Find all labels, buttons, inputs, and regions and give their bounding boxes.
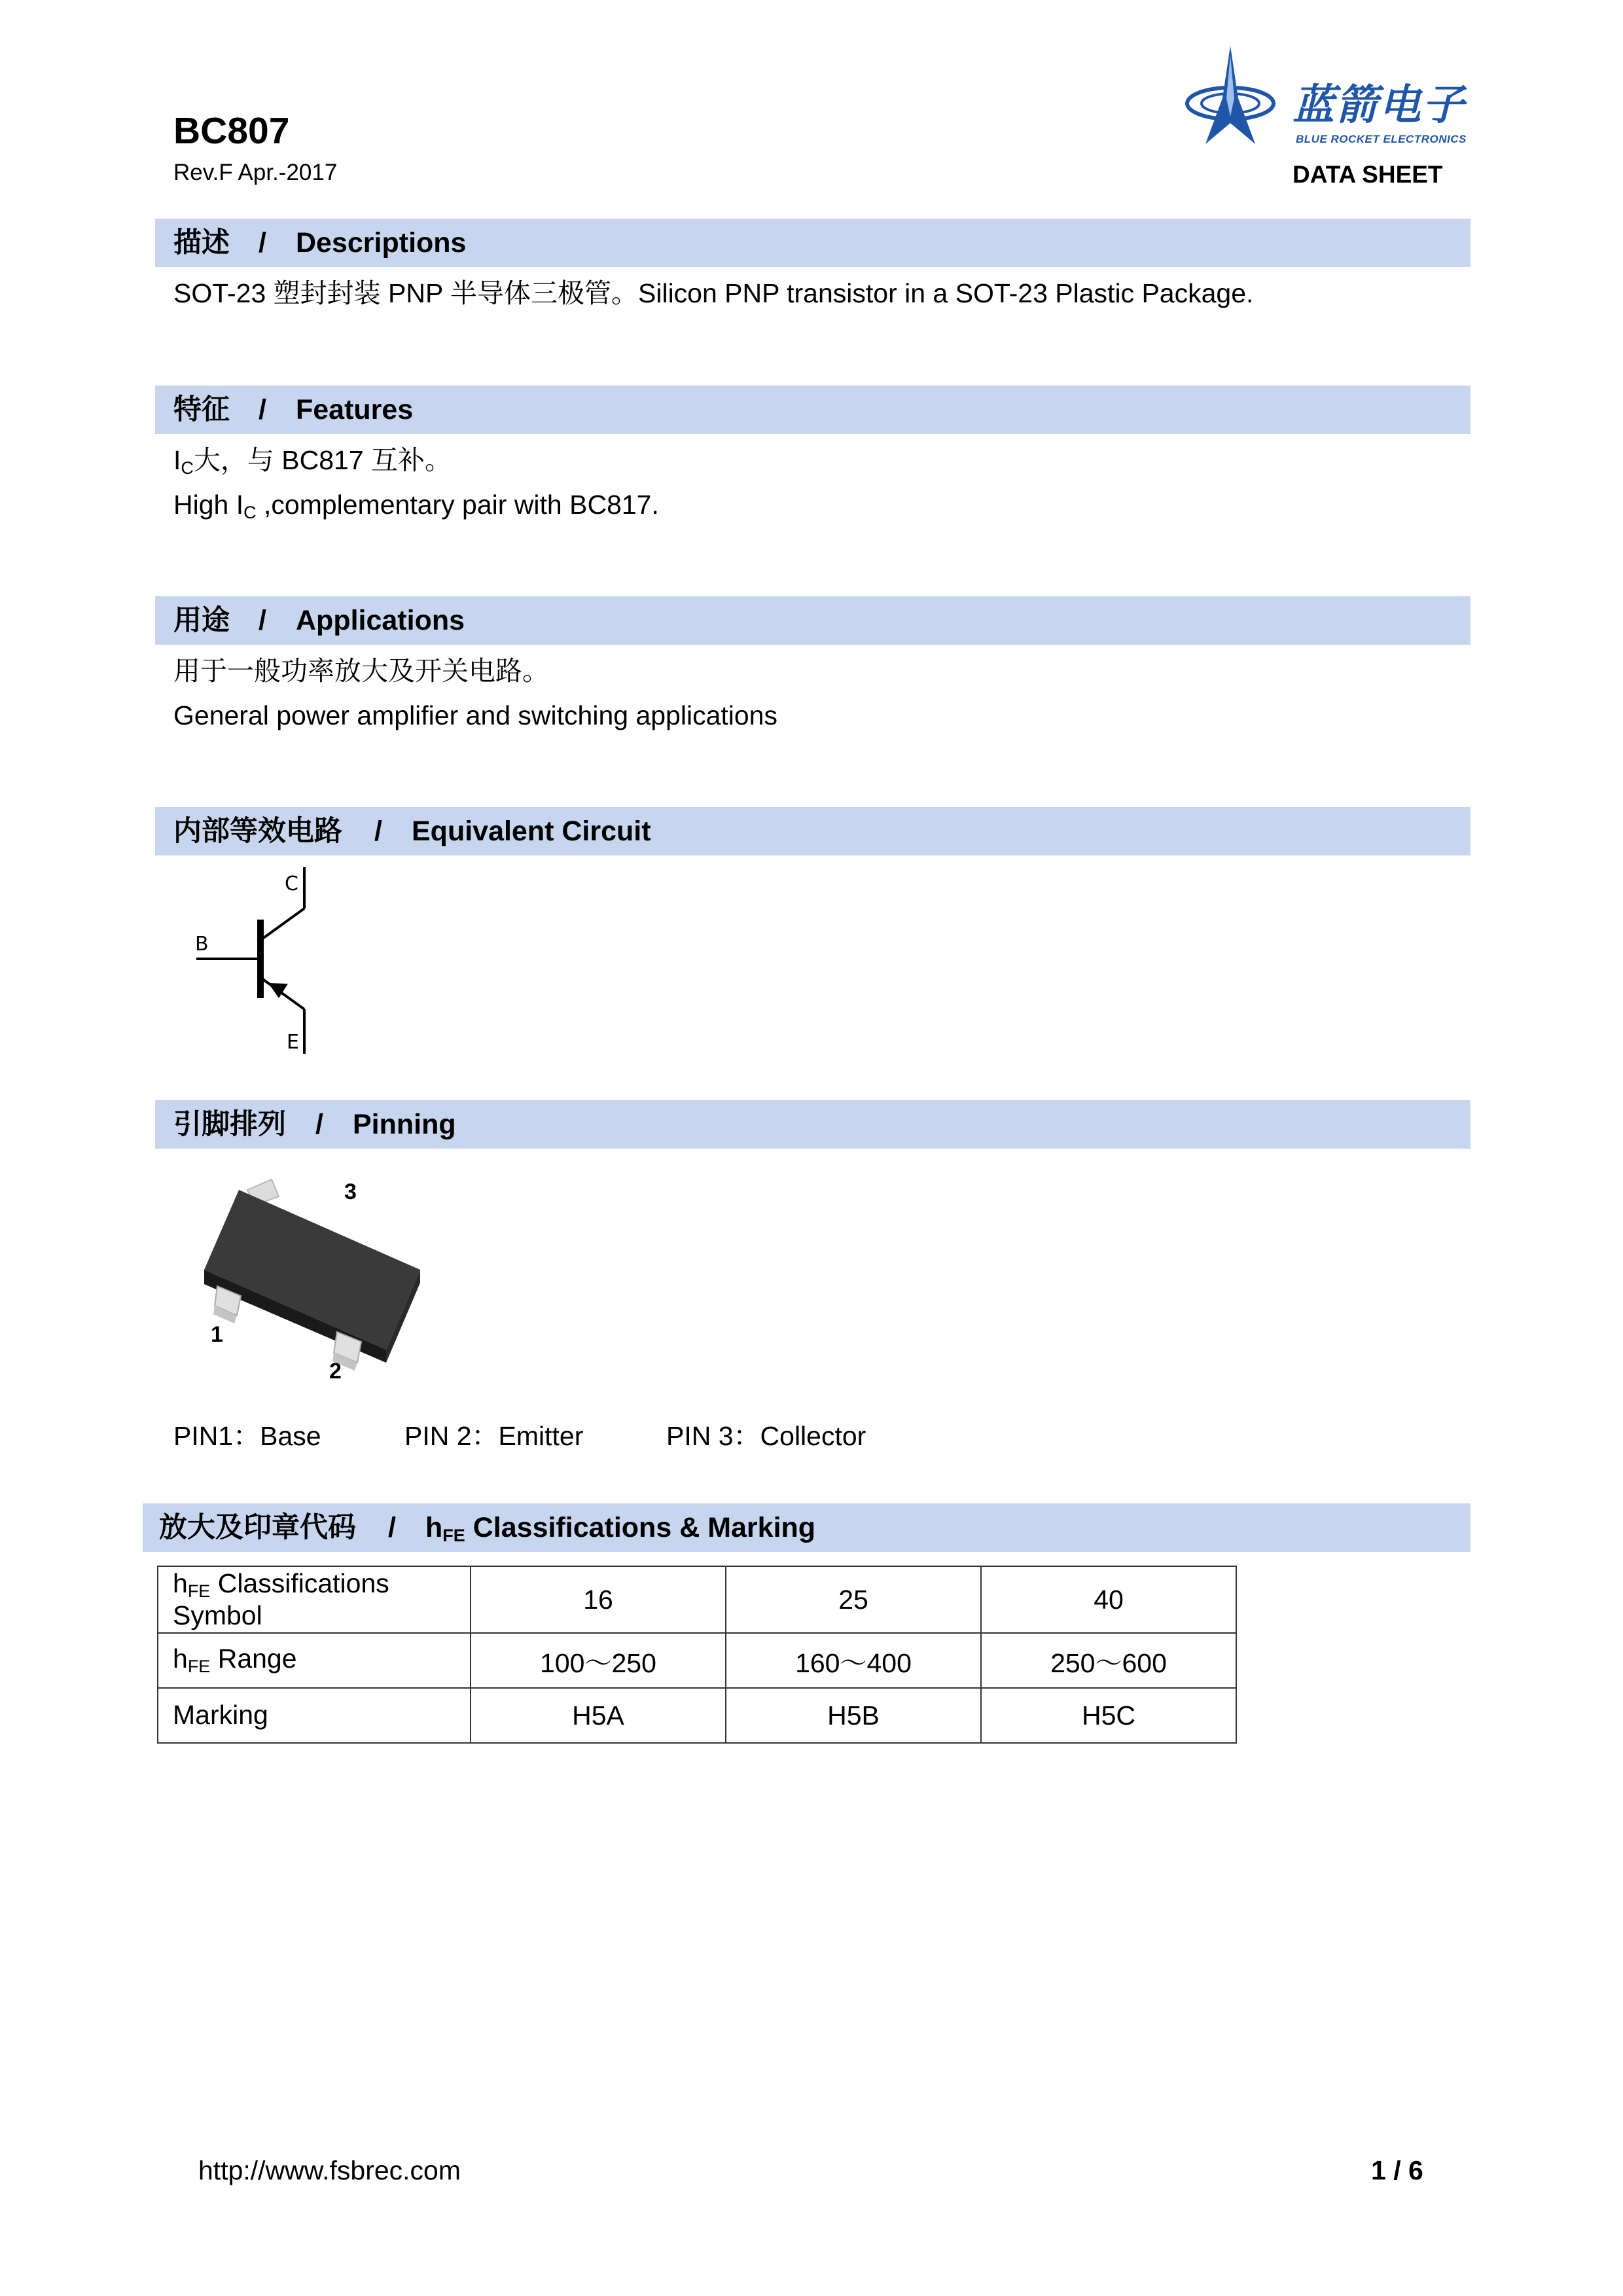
section-header-classifications bbox=[143, 1503, 1471, 1552]
label-h-sub: FE bbox=[187, 1657, 211, 1677]
section-title-cn: 描述 bbox=[173, 227, 230, 259]
pin-number-1: 1 bbox=[211, 1322, 223, 1347]
section-title-en: Equivalent Circuit bbox=[412, 816, 651, 847]
application-line-en: General power amplifier and switching applications bbox=[173, 700, 777, 730]
pin2-description: PIN 2：Emitter bbox=[404, 1421, 584, 1451]
label-h: h bbox=[173, 1643, 188, 1674]
section-title-cn: 特征 bbox=[173, 394, 230, 425]
table-cell: 40 bbox=[981, 1566, 1236, 1633]
label-text: Range bbox=[210, 1643, 297, 1674]
feature-prefix: High I bbox=[173, 490, 244, 520]
section-title-cn: 放大及印章代码 bbox=[159, 1512, 356, 1543]
section-title-en: Descriptions bbox=[296, 227, 467, 259]
section-title-cn: 用途 bbox=[173, 605, 230, 636]
table-cell: 100～250 bbox=[471, 1633, 726, 1688]
page-number: 1 / 6 bbox=[1371, 2155, 1423, 2185]
feature-line-cn bbox=[173, 447, 452, 477]
section-header-applications bbox=[155, 596, 1471, 645]
revision-text: Rev.F Apr.-2017 bbox=[173, 160, 338, 185]
section-title-cn: 引脚排列 bbox=[173, 1109, 286, 1140]
section-title-en bbox=[425, 1503, 815, 1552]
table-cell: H5C bbox=[981, 1688, 1236, 1743]
section-title-en: Features bbox=[296, 394, 414, 425]
title-h-sub: FE bbox=[442, 1525, 465, 1545]
section-slash: / bbox=[259, 394, 266, 425]
label-h-sub: FE bbox=[187, 1581, 211, 1601]
feature-text-cn: 大，与 BC817 互补。 bbox=[193, 445, 452, 475]
section-slash: / bbox=[315, 1109, 323, 1140]
section-header-pinning bbox=[155, 1100, 1471, 1149]
section-slash: / bbox=[374, 816, 382, 847]
table-cell: 160～400 bbox=[726, 1633, 981, 1688]
feature-symbol-sub: C bbox=[181, 457, 194, 478]
table-row-label: Marking bbox=[158, 1688, 471, 1743]
hfe-classification-table bbox=[157, 1566, 1237, 1744]
emitter-label: E bbox=[287, 1031, 299, 1054]
part-number-title: BC807 bbox=[173, 110, 290, 152]
sot23-package-image bbox=[177, 1172, 452, 1388]
logo-chinese-text: 蓝箭电子 bbox=[1293, 81, 1465, 128]
title-rest: Classifications & Marking bbox=[465, 1512, 816, 1543]
section-slash: / bbox=[388, 1512, 396, 1543]
title-h: h bbox=[425, 1512, 443, 1543]
section-header-descriptions bbox=[155, 219, 1471, 267]
table-row-label bbox=[158, 1633, 471, 1688]
collector-label: C bbox=[285, 872, 298, 895]
feature-text-en: ,complementary pair with BC817. bbox=[256, 490, 659, 520]
label-text: Classifications Symbol bbox=[173, 1568, 389, 1631]
section-title-cn: 内部等效电路 bbox=[173, 816, 342, 847]
data-sheet-label: DATA SHEET bbox=[1293, 161, 1443, 188]
feature-prefix-sub: C bbox=[243, 502, 257, 522]
feature-symbol: I bbox=[173, 445, 181, 475]
table-row-label bbox=[158, 1566, 471, 1633]
application-line-cn: 用于一般功率放大及开关电路。 bbox=[173, 656, 549, 686]
table-row bbox=[158, 1633, 1236, 1688]
pin3-description: PIN 3：Collector bbox=[666, 1421, 866, 1451]
table-cell: 25 bbox=[726, 1566, 981, 1633]
pin-number-2: 2 bbox=[329, 1359, 342, 1384]
section-title-en: Applications bbox=[296, 605, 465, 636]
feature-line-en bbox=[173, 492, 659, 522]
label-h: h bbox=[173, 1568, 188, 1598]
pnp-transistor-symbol bbox=[183, 864, 334, 1054]
logo-english-text: BLUE ROCKET ELECTRONICS bbox=[1296, 133, 1467, 145]
description-text: SOT-23 塑封封装 PNP 半导体三极管。Silicon PNP transistor in a SOT-23 Plastic Package. bbox=[173, 278, 1254, 308]
base-label: B bbox=[195, 933, 209, 956]
table-cell: 250～600 bbox=[981, 1633, 1236, 1688]
section-title-en: Pinning bbox=[353, 1109, 456, 1140]
section-slash: / bbox=[259, 227, 266, 259]
table-cell: H5A bbox=[471, 1688, 726, 1743]
section-slash: / bbox=[259, 605, 266, 636]
table-row bbox=[158, 1566, 1236, 1633]
table-cell: 16 bbox=[471, 1566, 726, 1633]
table-cell: H5B bbox=[726, 1688, 981, 1743]
section-header-features bbox=[155, 386, 1471, 434]
section-header-equivalent-circuit bbox=[155, 807, 1471, 855]
table-row bbox=[158, 1688, 1236, 1743]
pin-number-3: 3 bbox=[344, 1179, 357, 1204]
footer-website-link[interactable]: http://www.fsbrec.com bbox=[198, 2155, 461, 2185]
pin1-description: PIN1：Base bbox=[173, 1421, 321, 1451]
